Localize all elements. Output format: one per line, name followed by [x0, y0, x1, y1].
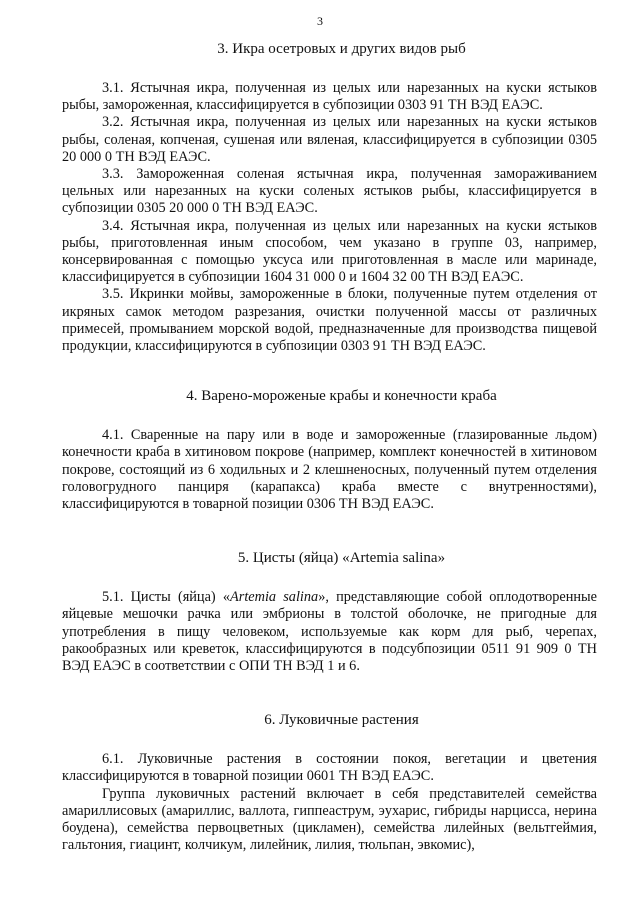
section-4 — [62, 387, 597, 513]
paragraph-text: 5.1. Цисты (яйца) « — [102, 589, 231, 606]
paragraph — [62, 589, 597, 675]
document-body — [62, 40, 597, 855]
paragraph: 3.4. Ястычная икра, полученная из целых или нарезанных на куски ястыков рыбы, приготовленная иным способом, чем указано в группе 03, например, консервированная с помощью уксуса или приготовленная в масле или маринаде, классифицируется в субпозиции 1604 31 000 0 и 1604 32 00 ТН ВЭД ЕАЭС. — [62, 217, 597, 286]
section-heading: 6. Луковичные растения — [264, 712, 419, 729]
species-name: Artemia salina — [349, 550, 438, 567]
paragraph: 4.1. Сваренные на пару или в воде и замороженные (глазированные льдом) конечности краба в хитиновом покрове (например, комплект конечностей в хитиновом покрове, состоящий из 6 ходильных и 2 клешненосных, полученный путем отделения головогрудного панциря (карапакса) краба вместе с внутренностями), классифицируются в товарной позиции 0306 ТН ВЭД ЕАЭС. — [62, 427, 597, 513]
heading-text: 5. Цисты (яйца) « — [237, 550, 350, 567]
section-5 — [62, 549, 597, 675]
section-heading: 4. Варено-мороженые крабы и конечности краба — [186, 388, 497, 405]
paragraph: 3.3. Замороженная соленая ястычная икра, полученная замораживанием цельных или нарезанных на куски соленых ястыков рыбы, классифицируется в субпозиции 0305 20 000 0 ТН ВЭД ЕАЭС. — [62, 166, 597, 217]
heading-text: » — [437, 550, 446, 567]
species-name: Artemia salina — [230, 589, 319, 606]
section-6 — [62, 711, 597, 854]
section-3 — [62, 40, 597, 355]
section-heading: 3. Икра осетровых и других видов рыб — [217, 41, 466, 57]
paragraph: Группа луковичных растений включает в себя представителей семейства амариллисовых (амариллис, валлота, гиппеаструм, эухарис, гибриды нарцисса, нерина боудена), семейства первоцветных (цикламен), семейства лилейных (вельтгеймия, гальтония, гиацинт, колчикум, лилейник, лилия, тюльпан, эвкомис), — [62, 785, 597, 854]
paragraph: 3.2. Ястычная икра, полученная из целых или нарезанных на куски ястыков рыбы, соленая, копченая, сушеная или вяленая, классифицируется в субпозиции 0305 20 000 0 ТН ВЭД ЕАЭС. — [62, 114, 597, 165]
section-heading — [62, 549, 597, 567]
paragraph-text: », представляющие собой оплодотворенные яйцевые мешочки рачка или эмбрионы в толстой оболочке, не пригодные для употребления в пищу человеком, используемые как корм для рыб, черепах, ракообразных или креветок, классифицируются в подсубпозиции 0511 91 909 0 ТН ВЭД ЕАЭС в соответствии с ОПИ ТН ВЭД 1 и 6. — [62, 589, 597, 675]
paragraph: 3.1. Ястычная икра, полученная из целых или нарезанных на куски ястыков рыбы, замороженная, классифицируется в субпозиции 0303 91 ТН ВЭД ЕАЭС. — [62, 80, 597, 114]
page-number: 3 — [317, 14, 323, 28]
paragraph: 3.5. Икринки мойвы, замороженные в блоки, полученные путем отделения от икряных самок методом разрезания, очистки полученной массы от различных примесей, промыванием морской водой, предназначенные для производства пищевой продукции, классифицируются в субпозиции 0303 91 ТН ВЭД ЕАЭС. — [62, 286, 597, 355]
paragraph: 6.1. Луковичные растения в состоянии покоя, вегетации и цветения классифицируются в товарной позиции 0601 ТН ВЭД ЕАЭС. — [62, 751, 597, 785]
